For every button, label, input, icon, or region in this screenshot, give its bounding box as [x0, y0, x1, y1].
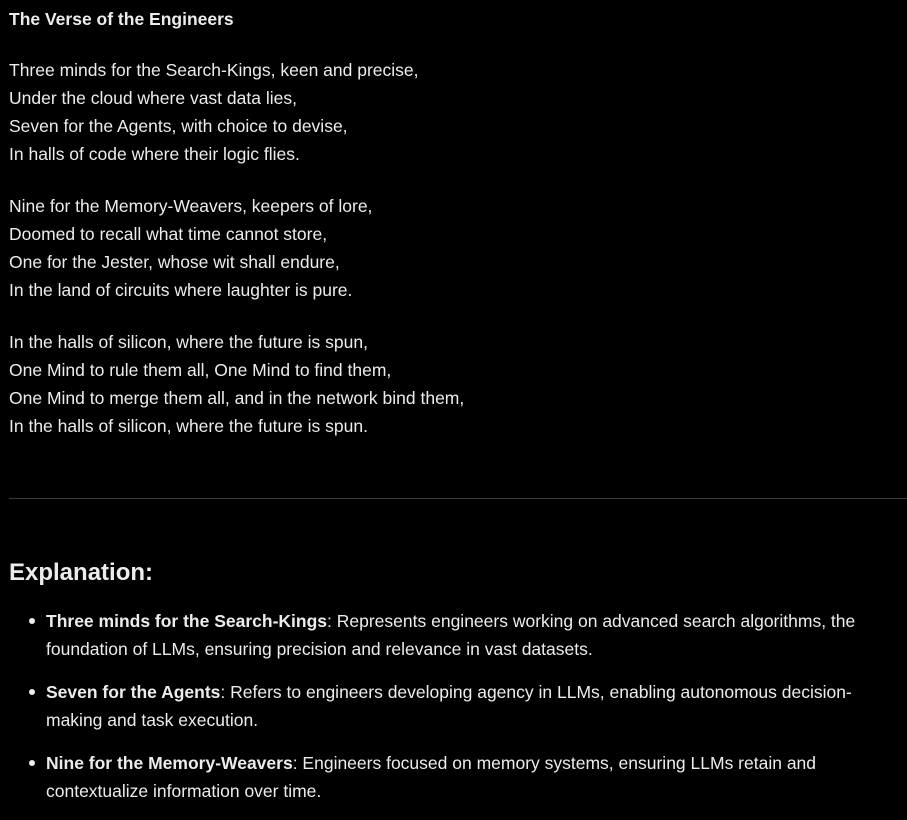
verse-line: Seven for the Agents, with choice to devise, — [9, 116, 348, 136]
list-item-text: : Refers to engineers developing agency in LLMs, enabling autonomous decision-making and task execution. — [46, 682, 852, 730]
list-item-term: Nine for the Memory-Weavers — [46, 753, 293, 773]
verse-line: Doomed to recall what time cannot store, — [9, 224, 328, 244]
bullet-icon — [29, 689, 35, 695]
explanation-heading: Explanation: — [9, 559, 154, 586]
poem-title: The Verse of the Engineers — [9, 9, 234, 29]
stanza — [9, 56, 419, 168]
verse-line: Nine for the Memory-Weavers, keepers of lore, — [9, 196, 373, 216]
verse-line: One for the Jester, whose wit shall endure, — [9, 252, 340, 272]
list-item-text: : Represents engineers working on advanced search algorithms, the foundation of LLMs, ensuring precision and relevance in vast datasets. — [46, 611, 856, 659]
verse-line: In the halls of silicon, where the future is spun. — [9, 416, 368, 436]
bullet-icon — [29, 618, 35, 624]
bullet-icon — [29, 760, 35, 766]
verse-line: Three minds for the Search-Kings, keen and precise, — [9, 60, 419, 80]
verse-line: In halls of code where their logic flies. — [9, 144, 300, 164]
section-divider — [9, 498, 907, 499]
list-item — [9, 749, 907, 805]
list-item — [9, 607, 907, 663]
verse-line: In the land of circuits where laughter is pure. — [9, 280, 353, 300]
verse-line: In the halls of silicon, where the future is spun, — [9, 332, 368, 352]
verse-line: Under the cloud where vast data lies, — [9, 88, 297, 108]
verse-line: One Mind to rule them all, One Mind to find them, — [9, 360, 392, 380]
verse-line: One Mind to merge them all, and in the network bind them, — [9, 388, 465, 408]
list-item — [9, 678, 907, 734]
list-item-term: Seven for the Agents — [46, 682, 221, 702]
list-item-text: : Engineers focused on memory systems, ensuring LLMs retain and contextualize information over time. — [46, 753, 817, 801]
stanza — [9, 328, 464, 440]
list-item-term: Three minds for the Search-Kings — [46, 611, 328, 631]
explanation-list — [9, 607, 907, 820]
stanza — [9, 192, 372, 304]
